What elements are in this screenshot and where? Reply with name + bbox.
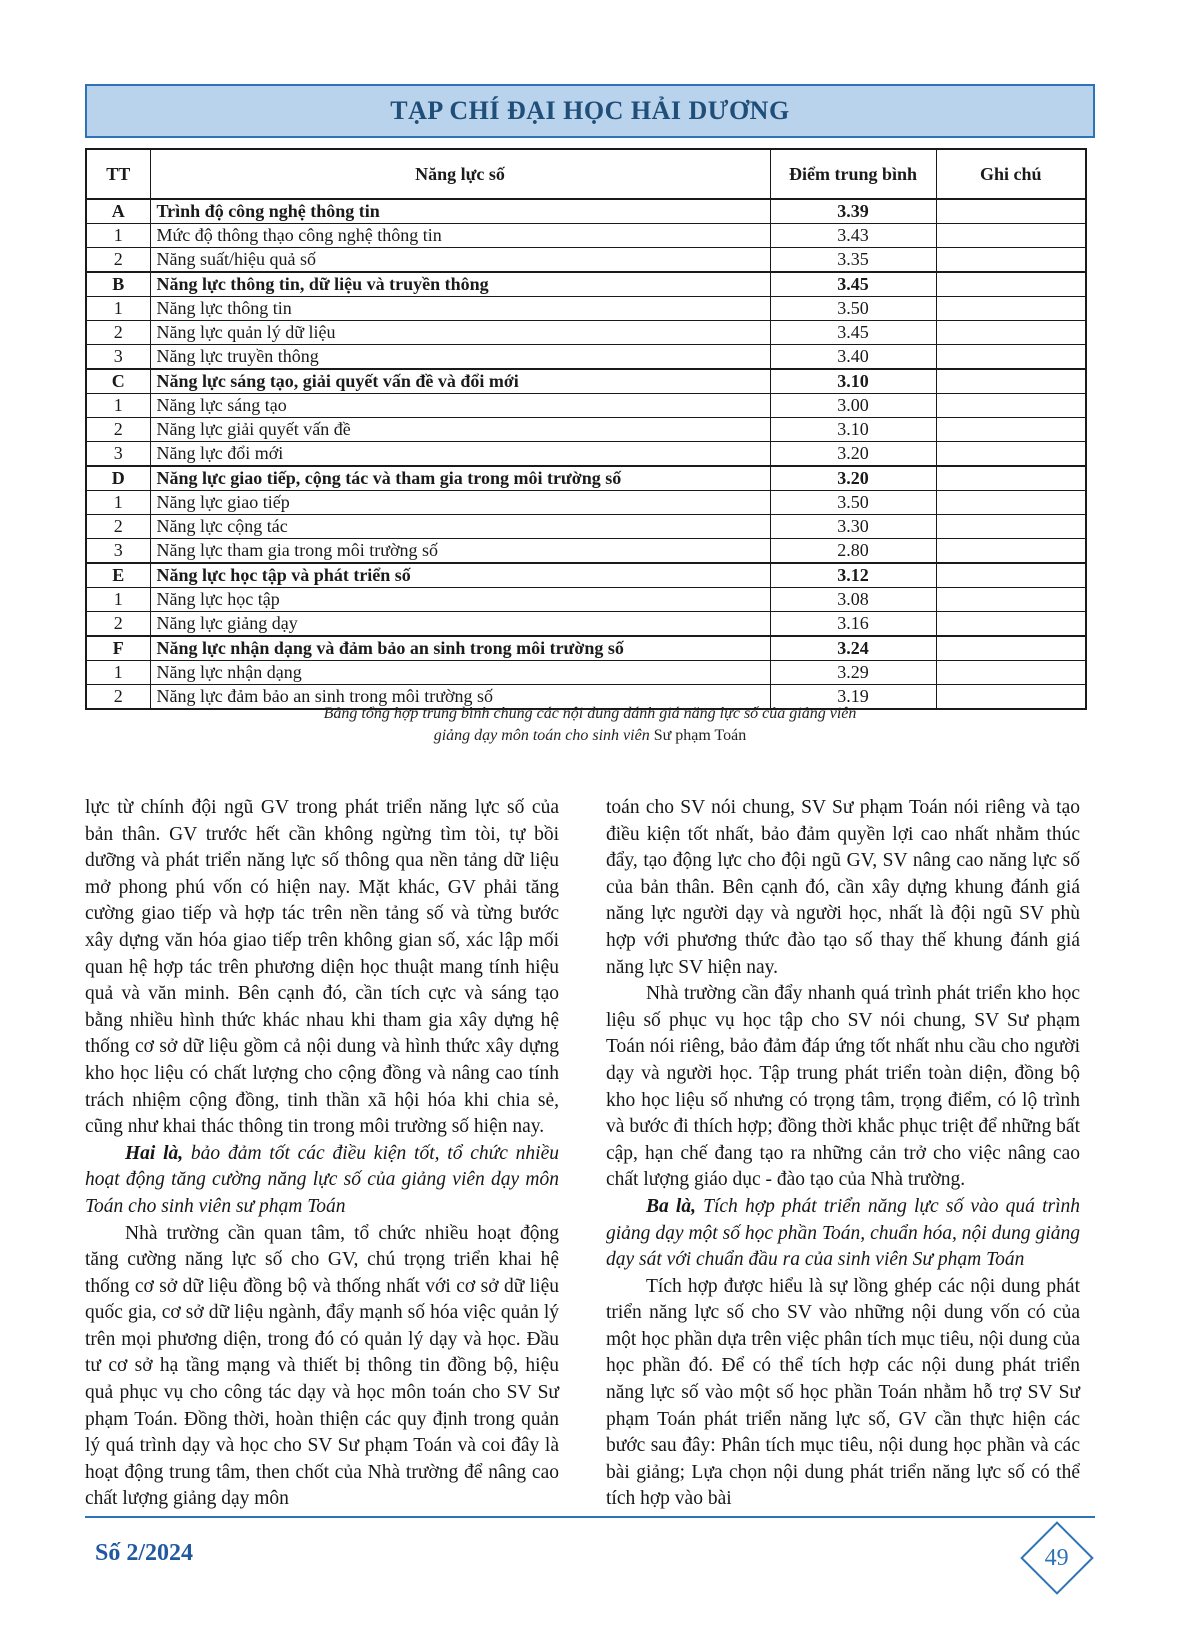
cell-average-score: 3.45 bbox=[770, 272, 936, 297]
table-row bbox=[86, 636, 1086, 661]
cell-competency: Năng lực đảm bảo an sinh trong môi trường số bbox=[150, 685, 770, 710]
cell-average-score: 3.39 bbox=[770, 199, 936, 224]
cell-competency: Năng lực học tập và phát triển số bbox=[150, 563, 770, 588]
cell-competency: Năng lực giải quyết vấn đề bbox=[150, 418, 770, 442]
cell-average-score: 3.50 bbox=[770, 491, 936, 515]
paragraph bbox=[606, 1274, 1080, 1513]
table-row bbox=[86, 539, 1086, 564]
table-caption bbox=[85, 703, 1095, 747]
cell-average-score: 3.00 bbox=[770, 394, 936, 418]
table-row bbox=[86, 418, 1086, 442]
paragraph bbox=[85, 795, 559, 1141]
cell-note bbox=[936, 345, 1086, 370]
cell-average-score: 3.24 bbox=[770, 636, 936, 661]
table-caption-line2 bbox=[85, 725, 1095, 747]
cell-note bbox=[936, 369, 1086, 394]
issue-label: Số 2/2024 bbox=[95, 1540, 194, 1566]
cell-competency: Trình độ công nghệ thông tin bbox=[150, 199, 770, 224]
cell-competency: Năng lực sáng tạo, giải quyết vấn đề và đổi mới bbox=[150, 369, 770, 394]
cell-note bbox=[936, 272, 1086, 297]
cell-average-score: 2.80 bbox=[770, 539, 936, 564]
paragraph bbox=[606, 981, 1080, 1194]
cell-tt: 1 bbox=[86, 588, 150, 612]
table-row bbox=[86, 272, 1086, 297]
cell-tt: 3 bbox=[86, 442, 150, 467]
cell-note bbox=[936, 612, 1086, 637]
col-header-competency: Năng lực số bbox=[150, 149, 770, 199]
table-header-row bbox=[86, 149, 1086, 199]
competency-table-wrap bbox=[85, 148, 1085, 710]
caption-italic-part: giảng dạy môn toán cho sinh viên bbox=[433, 727, 654, 744]
cell-note bbox=[936, 563, 1086, 588]
cell-tt: 2 bbox=[86, 418, 150, 442]
paragraph bbox=[85, 1221, 559, 1514]
cell-tt: 1 bbox=[86, 491, 150, 515]
table-row bbox=[86, 394, 1086, 418]
text-run: bảo đảm tốt các điều kiện tốt, tổ chức nhiều hoạt động tăng cường năng lực số của giảng viên dạy môn Toán cho sinh viên sư phạm Toán bbox=[85, 1142, 559, 1217]
cell-average-score: 3.40 bbox=[770, 345, 936, 370]
page-number: 49 bbox=[1045, 1544, 1069, 1571]
table-row bbox=[86, 224, 1086, 248]
cell-note bbox=[936, 442, 1086, 467]
cell-note bbox=[936, 297, 1086, 321]
cell-tt: B bbox=[86, 272, 150, 297]
cell-average-score: 3.50 bbox=[770, 297, 936, 321]
cell-note bbox=[936, 394, 1086, 418]
cell-note bbox=[936, 636, 1086, 661]
paragraph bbox=[606, 795, 1080, 981]
cell-tt: 1 bbox=[86, 394, 150, 418]
table-row bbox=[86, 321, 1086, 345]
table-row bbox=[86, 369, 1086, 394]
cell-note bbox=[936, 515, 1086, 539]
cell-tt: 2 bbox=[86, 321, 150, 345]
col-header-note: Ghi chú bbox=[936, 149, 1086, 199]
cell-average-score: 3.19 bbox=[770, 685, 936, 710]
cell-tt: 3 bbox=[86, 539, 150, 564]
cell-competency: Năng lực giảng dạy bbox=[150, 612, 770, 637]
text-run: Nhà trường cần đẩy nhanh quá trình phát triển kho học liệu số phục vụ học tập cho SV nói chung, SV Sư phạm Toán nói riêng, bảo đảm đáp ứng tốt nhất nhu cầu cho người dạy và người học. Tập trung phát triển toàn diện, đồng bộ kho học liệu số nhưng có trọng tâm, trọng điểm, có lộ trình và bước đi thích hợp; đồng thời khắc phục triệt để những bất cập, hạn chế đang tạo ra những cản trở cho việc nâng cao chất lượng giáo dục - đào tạo của Nhà trường. bbox=[606, 983, 1080, 1191]
cell-average-score: 3.45 bbox=[770, 321, 936, 345]
cell-average-score: 3.20 bbox=[770, 466, 936, 491]
paragraph bbox=[85, 1141, 559, 1221]
table-row bbox=[86, 297, 1086, 321]
cell-competency: Năng lực nhận dạng bbox=[150, 661, 770, 685]
journal-banner bbox=[85, 84, 1095, 138]
cell-tt: D bbox=[86, 466, 150, 491]
cell-average-score: 3.10 bbox=[770, 369, 936, 394]
body-left-column bbox=[85, 795, 559, 1513]
cell-tt: 1 bbox=[86, 297, 150, 321]
cell-tt: 2 bbox=[86, 515, 150, 539]
table-row bbox=[86, 442, 1086, 467]
cell-note bbox=[936, 539, 1086, 564]
table-row bbox=[86, 199, 1086, 224]
competency-table bbox=[85, 148, 1087, 710]
text-run: Hai là, bbox=[125, 1142, 184, 1164]
table-row bbox=[86, 248, 1086, 273]
cell-note bbox=[936, 588, 1086, 612]
cell-average-score: 3.43 bbox=[770, 224, 936, 248]
cell-competency: Năng lực thông tin, dữ liệu và truyền thông bbox=[150, 272, 770, 297]
cell-note bbox=[936, 418, 1086, 442]
cell-tt: 2 bbox=[86, 612, 150, 637]
cell-tt: 2 bbox=[86, 685, 150, 710]
cell-competency: Năng lực giao tiếp bbox=[150, 491, 770, 515]
cell-tt: F bbox=[86, 636, 150, 661]
cell-competency: Năng lực đổi mới bbox=[150, 442, 770, 467]
page-number-diamond bbox=[1020, 1521, 1094, 1595]
table-row bbox=[86, 661, 1086, 685]
cell-note bbox=[936, 321, 1086, 345]
caption-upright-part: Sư phạm Toán bbox=[653, 727, 747, 744]
cell-competency: Năng lực tham gia trong môi trường số bbox=[150, 539, 770, 564]
cell-competency: Năng suất/hiệu quả số bbox=[150, 248, 770, 273]
cell-average-score: 3.29 bbox=[770, 661, 936, 685]
cell-average-score: 3.20 bbox=[770, 442, 936, 467]
cell-competency: Năng lực thông tin bbox=[150, 297, 770, 321]
cell-note bbox=[936, 466, 1086, 491]
col-header-average-score: Điểm trung bình bbox=[770, 149, 936, 199]
cell-tt: 2 bbox=[86, 248, 150, 273]
cell-tt: 3 bbox=[86, 345, 150, 370]
text-run: Nhà trường cần quan tâm, tổ chức nhiều hoạt động tăng cường năng lực số cho GV, chú trọng triển khai hệ thống cơ sở dữ liệu đồng bộ và thống nhất với cơ sở dữ liệu quốc gia, cơ sở dữ liệu ngành, đẩy mạnh số hóa việc quản lý trên mọi phương diện, trong đó có quản lý dạy và học. Đầu tư cơ sở hạ tầng mạng và thiết bị thông tin đồng bộ, hiệu quả phục vụ cho công tác dạy và học môn toán cho SV Sư phạm Toán. Đồng thời, hoàn thiện các quy định trong quản lý quá trình dạy và học cho SV Sư phạm Toán và coi đây là hoạt động trung tâm, then chốt của Nhà trường để nâng cao chất lượng giảng dạy môn bbox=[85, 1222, 559, 1510]
table-row bbox=[86, 612, 1086, 637]
cell-average-score: 3.10 bbox=[770, 418, 936, 442]
text-run: toán cho SV nói chung, SV Sư phạm Toán nói riêng và tạo điều kiện tốt nhất, bảo đảm quyền lợi cao nhất nhằm thúc đẩy, tạo động lực cho đội ngũ GV, SV nâng cao năng lực số của bản thân. Bên cạnh đó, cần xây dựng khung đánh giá năng lực người dạy và người học, nhất là đội ngũ SV phù hợp với phương thức đào tạo số thay thế khung đánh giá năng lực SV hiện nay. bbox=[606, 797, 1080, 978]
table-row bbox=[86, 491, 1086, 515]
cell-average-score: 3.12 bbox=[770, 563, 936, 588]
table-row bbox=[86, 588, 1086, 612]
cell-competency: Năng lực học tập bbox=[150, 588, 770, 612]
cell-competency: Mức độ thông thạo công nghệ thông tin bbox=[150, 224, 770, 248]
table-row bbox=[86, 515, 1086, 539]
text-run: lực từ chính đội ngũ GV trong phát triển năng lực số của bản thân. GV trước hết cần không ngừng tìm tòi, tự bồi dưỡng và phát triển năng lực số thông qua nền tảng dữ liệu mở phong phú vốn có hiện nay. Mặt khác, GV phải tăng cường giao tiếp và hợp tác trên nền tảng số và từng bước xây dựng văn hóa giao tiếp trên không gian số, xác lập mối quan hệ hợp tác trên phương diện học thuật mang tính hiệu quả và văn minh. Bên cạnh đó, cần tích cực và sáng tạo bằng nhiều hình thức khác nhau khi tham gia xây dựng hệ thống cơ sở dữ liệu gồm cả nội dung và hình thức xây dựng kho học liệu có chất lượng cho cộng đồng và nâng cao tính trách nhiệm cộng đồng, tinh thần xã hội hóa khi chia sẻ, cũng như khai thác thông tin trong môi trường số hiện nay. bbox=[85, 797, 559, 1138]
cell-average-score: 3.35 bbox=[770, 248, 936, 273]
cell-tt: C bbox=[86, 369, 150, 394]
text-run: Ba là, bbox=[646, 1195, 696, 1217]
cell-average-score: 3.30 bbox=[770, 515, 936, 539]
cell-competency: Năng lực giao tiếp, cộng tác và tham gia trong môi trường số bbox=[150, 466, 770, 491]
cell-note bbox=[936, 661, 1086, 685]
cell-note bbox=[936, 248, 1086, 273]
cell-competency: Năng lực cộng tác bbox=[150, 515, 770, 539]
cell-competency: Năng lực nhận dạng và đảm bảo an sinh trong môi trường số bbox=[150, 636, 770, 661]
cell-competency: Năng lực quản lý dữ liệu bbox=[150, 321, 770, 345]
text-run: Tích hợp phát triển năng lực số vào quá trình giảng dạy một số học phần Toán, chuẩn hóa, nội dung giảng dạy sát với chuẩn đầu ra của sinh viên Sư phạm Toán bbox=[606, 1195, 1080, 1271]
footer-rule bbox=[85, 1516, 1095, 1518]
cell-competency: Năng lực truyền thông bbox=[150, 345, 770, 370]
text-run: Tích hợp được hiểu là sự lồng ghép các nội dung phát triển năng lực số cho SV vào những nội dung vốn có của một học phần dựa trên việc phân tích mục tiêu, nội dung của học phần đó. Để có thể tích hợp các nội dung phát triển năng lực số vào một số học phần Toán nhằm hỗ trợ SV Sư phạm Toán phát triển năng lực số, GV cần thực hiện các bước sau đây: Phân tích mục tiêu, nội dung học phần và các bài giảng; Lựa chọn nội dung phát triển năng lực số có thể tích hợp vào bài bbox=[606, 1275, 1080, 1510]
table-caption-line1: Bảng tổng hợp trung bình chung các nội dung đánh giá năng lực số của giảng viên bbox=[323, 705, 857, 722]
cell-tt: 1 bbox=[86, 661, 150, 685]
col-header-tt: TT bbox=[86, 149, 150, 199]
table-row bbox=[86, 466, 1086, 491]
cell-tt: E bbox=[86, 563, 150, 588]
cell-note bbox=[936, 224, 1086, 248]
body-right-column bbox=[606, 795, 1080, 1513]
cell-tt: A bbox=[86, 199, 150, 224]
cell-note bbox=[936, 491, 1086, 515]
cell-tt: 1 bbox=[86, 224, 150, 248]
cell-note bbox=[936, 199, 1086, 224]
paragraph bbox=[606, 1194, 1080, 1274]
journal-title: TẠP CHÍ ĐẠI HỌC HẢI DƯƠNG bbox=[390, 96, 790, 125]
cell-average-score: 3.08 bbox=[770, 588, 936, 612]
cell-competency: Năng lực sáng tạo bbox=[150, 394, 770, 418]
cell-average-score: 3.16 bbox=[770, 612, 936, 637]
table-row bbox=[86, 563, 1086, 588]
table-row bbox=[86, 345, 1086, 370]
